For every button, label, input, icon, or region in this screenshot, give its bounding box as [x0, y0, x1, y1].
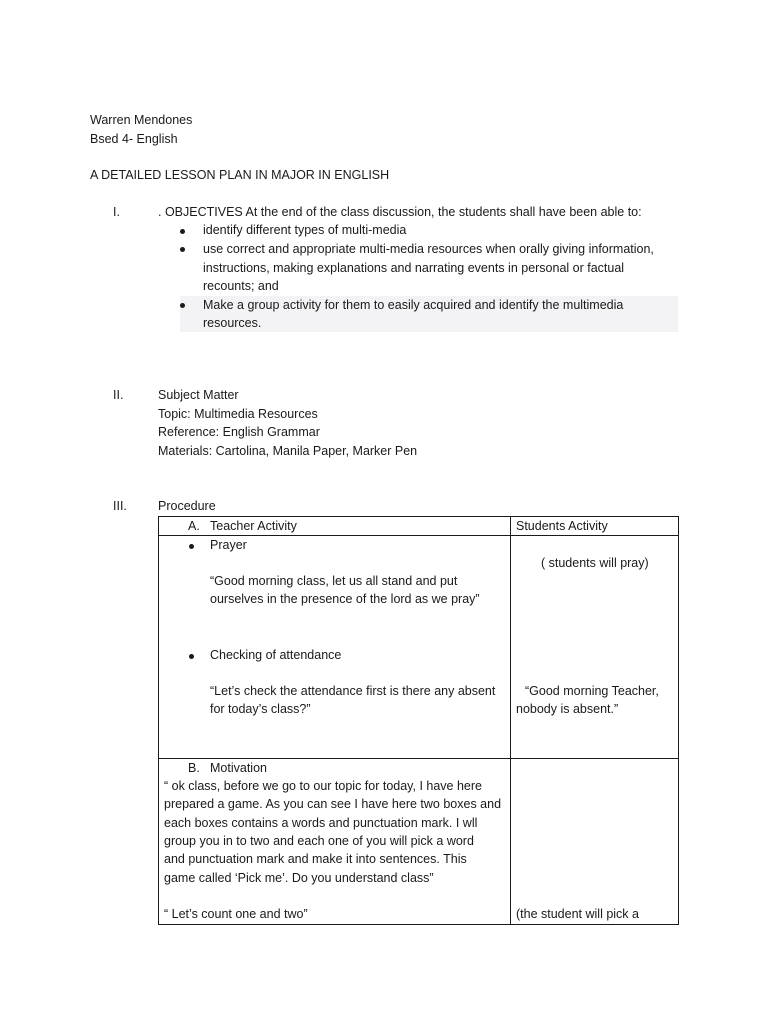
- objectives-heading: . OBJECTIVES At the end of the class discussion, the students shall have been able to:: [158, 205, 642, 219]
- prayer-response: ( students will pray): [541, 556, 649, 570]
- objective-item-2-line-3: recounts; and: [203, 279, 279, 293]
- attendance-response-line-2: nobody is absent.”: [516, 702, 619, 716]
- subject-numeral: II.: [113, 388, 124, 402]
- motivation-text-line-6: game called ‘Pick me’. Do you understand class”: [164, 871, 434, 885]
- objective-item-2-line-1: use correct and appropriate multi-media resources when orally giving information,: [203, 242, 654, 256]
- bullet-icon: [180, 247, 185, 252]
- teacher-activity-header: [159, 517, 511, 536]
- table-header-row: [159, 517, 679, 536]
- students-activity-header: [511, 517, 679, 536]
- procedure-heading: Procedure: [158, 499, 216, 513]
- teacher-cell-prayer: [159, 536, 511, 759]
- motivation-text-line-3: each boxes contains a words and punctuation mark. I wll: [164, 816, 478, 830]
- bullet-icon: [180, 303, 185, 308]
- objective-item-2-line-2: instructions, making explanations and narrating events in personal or factual: [203, 261, 625, 275]
- course-name: Bsed 4- English: [90, 132, 178, 146]
- table-row: [159, 759, 679, 925]
- motivation-letter: B.: [188, 761, 200, 775]
- teacher-activity-letter: A.: [188, 519, 200, 533]
- bullet-icon: [180, 229, 185, 234]
- procedure-table: [158, 516, 679, 925]
- teacher-cell-motivation: [159, 759, 511, 925]
- procedure-numeral: III.: [113, 499, 127, 513]
- objective-item-3-line-2: resources.: [203, 316, 262, 330]
- objective-item-1: identify different types of multi-media: [203, 223, 407, 237]
- subject-reference: Reference: English Grammar: [158, 425, 320, 439]
- attendance-response-line-1: “Good morning Teacher,: [525, 684, 659, 698]
- objective-item-3-line-1: Make a group activity for them to easily acquired and identify the multimedia: [203, 298, 624, 312]
- prayer-quote-line-2: ourselves in the presence of the lord as we pray”: [210, 592, 480, 606]
- prayer-label: Prayer: [210, 538, 247, 552]
- motivation-text-line-4: group you in to two and each one of you will pick a word: [164, 834, 474, 848]
- count-response: (the student will pick a: [516, 907, 639, 921]
- motivation-text-line-1: “ ok class, before we go to our topic for today, I have here: [164, 779, 482, 793]
- bullet-icon: [189, 654, 194, 659]
- students-activity-label: Students Activity: [516, 519, 608, 533]
- table-row: [159, 536, 679, 759]
- subject-topic: Topic: Multimedia Resources: [158, 407, 318, 421]
- prayer-quote-line-1: “Good morning class, let us all stand and put: [210, 574, 458, 588]
- subject-heading: Subject Matter: [158, 388, 239, 402]
- objectives-numeral: I.: [113, 205, 120, 219]
- motivation-text-line-2: prepared a game. As you can see I have here two boxes and: [164, 797, 502, 811]
- attendance-quote-line-1: “Let’s check the attendance first is there any absent: [210, 684, 496, 698]
- students-cell-motivation: [511, 759, 679, 925]
- document-title: A DETAILED LESSON PLAN IN MAJOR IN ENGLISH: [90, 168, 390, 182]
- motivation-text-line-5: and punctuation mark and make it into sentences. This: [164, 852, 467, 866]
- teacher-activity-label: Teacher Activity: [210, 519, 297, 533]
- subject-materials: Materials: Cartolina, Manila Paper, Marker Pen: [158, 444, 418, 458]
- motivation-label: Motivation: [210, 761, 267, 775]
- students-cell-prayer: [511, 536, 679, 759]
- count-text: “ Let’s count one and two”: [164, 907, 308, 921]
- bullet-icon: [189, 544, 194, 549]
- author-name: Warren Mendones: [90, 113, 193, 127]
- attendance-quote-line-2: for today’s class?”: [210, 702, 311, 716]
- attendance-label: Checking of attendance: [210, 648, 342, 662]
